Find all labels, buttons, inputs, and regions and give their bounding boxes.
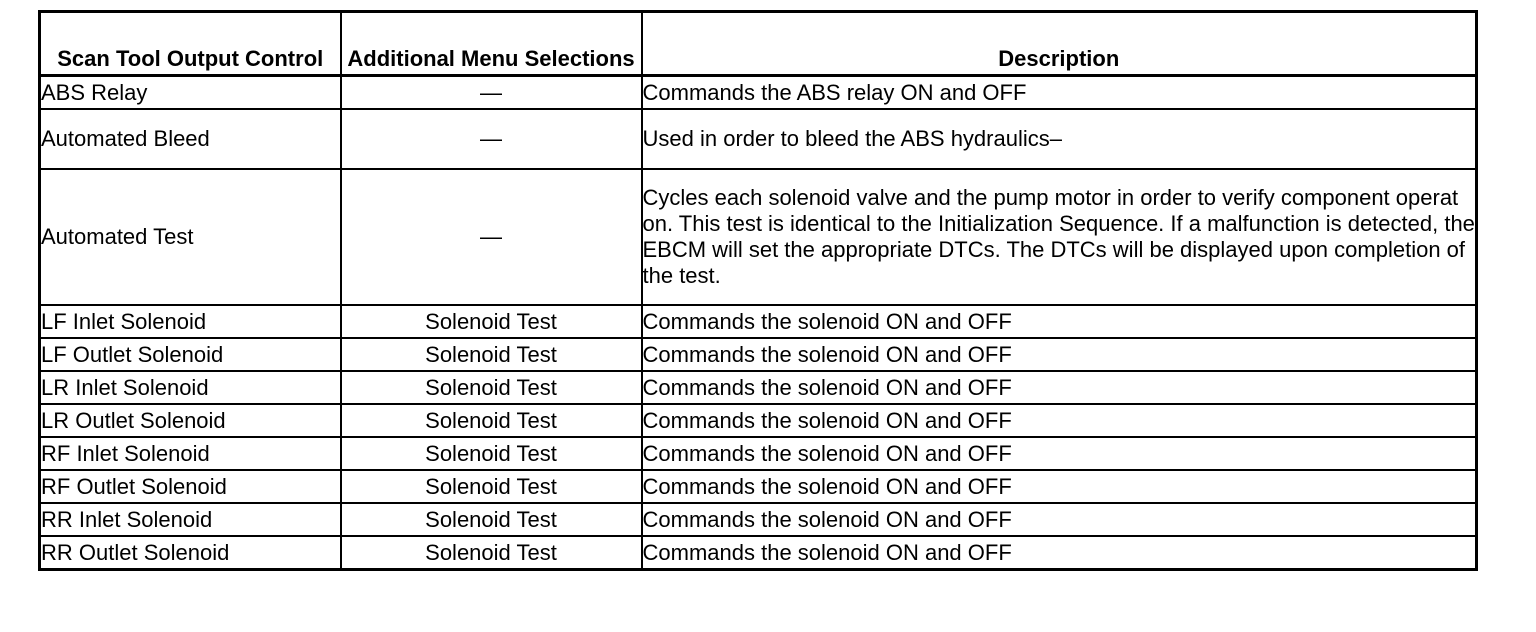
output-control-table: [38, 10, 1478, 571]
table-row: [40, 503, 1477, 536]
control-cell: Automated Test: [40, 169, 341, 305]
menu-cell: Solenoid Test: [341, 305, 642, 338]
menu-cell: Solenoid Test: [341, 470, 642, 503]
table-row: [40, 404, 1477, 437]
control-cell: RF Inlet Solenoid: [40, 437, 341, 470]
table-row: [40, 338, 1477, 371]
control-cell: LR Outlet Solenoid: [40, 404, 341, 437]
menu-cell: —: [341, 109, 642, 169]
menu-cell: Solenoid Test: [341, 437, 642, 470]
table-header-row: [40, 12, 1477, 76]
table-row: [40, 536, 1477, 570]
table-row: [40, 305, 1477, 338]
description-cell: Commands the solenoid ON and OFF: [642, 305, 1477, 338]
table-row: [40, 169, 1477, 305]
description-cell: Commands the solenoid ON and OFF: [642, 371, 1477, 404]
table-row: [40, 470, 1477, 503]
description-cell: Commands the ABS relay ON and OFF: [642, 76, 1477, 110]
menu-cell: Solenoid Test: [341, 503, 642, 536]
header-scan-tool-output-control: Scan Tool Output Control: [40, 12, 341, 76]
menu-cell: Solenoid Test: [341, 338, 642, 371]
description-cell: Commands the solenoid ON and OFF: [642, 536, 1477, 570]
description-cell: Commands the solenoid ON and OFF: [642, 404, 1477, 437]
description-cell: Commands the solenoid ON and OFF: [642, 437, 1477, 470]
table-row: [40, 371, 1477, 404]
control-cell: RF Outlet Solenoid: [40, 470, 341, 503]
menu-cell: Solenoid Test: [341, 404, 642, 437]
control-cell: LF Outlet Solenoid: [40, 338, 341, 371]
header-description: Description: [642, 12, 1477, 76]
description-cell: Used in order to bleed the ABS hydraulics–: [642, 109, 1477, 169]
control-cell: ABS Relay: [40, 76, 341, 110]
control-cell: Automated Bleed: [40, 109, 341, 169]
description-cell: Commands the solenoid ON and OFF: [642, 338, 1477, 371]
menu-cell: Solenoid Test: [341, 371, 642, 404]
control-cell: RR Inlet Solenoid: [40, 503, 341, 536]
description-cell: Cycles each solenoid valve and the pump motor in order to verify component operat on. This test is identical to the Initialization Sequence. If a malfunction is detected, the EBCM will set the appropriate DTCs. The DTCs will be displayed upon completion of the test.: [642, 169, 1477, 305]
menu-cell: —: [341, 76, 642, 110]
control-cell: RR Outlet Solenoid: [40, 536, 341, 570]
control-cell: LF Inlet Solenoid: [40, 305, 341, 338]
control-cell: LR Inlet Solenoid: [40, 371, 341, 404]
table-row: [40, 109, 1477, 169]
table-row: [40, 76, 1477, 110]
description-cell: Commands the solenoid ON and OFF: [642, 470, 1477, 503]
table-row: [40, 437, 1477, 470]
header-additional-menu-selections: Additional Menu Selections: [341, 12, 642, 76]
description-cell: Commands the solenoid ON and OFF: [642, 503, 1477, 536]
menu-cell: —: [341, 169, 642, 305]
menu-cell: Solenoid Test: [341, 536, 642, 570]
